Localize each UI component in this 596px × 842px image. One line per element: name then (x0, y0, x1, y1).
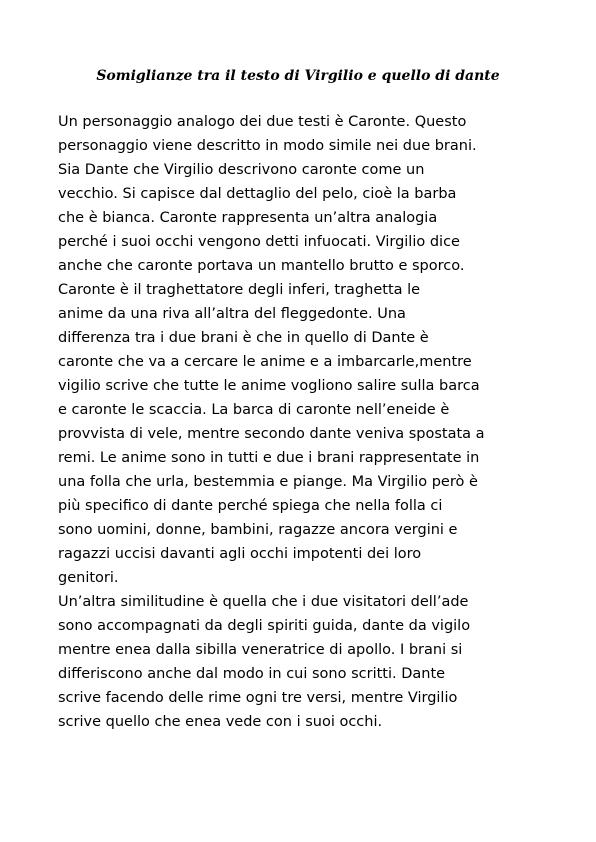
body-line: mentre enea dalla sibilla veneratrice di apollo. I brani si (58, 642, 463, 658)
body-line: remi. Le anime sono in tutti e due i brani rappresentate in (58, 450, 480, 466)
body-line: e caronte le scaccia. La barca di caronte nell’eneide è (58, 402, 450, 418)
body-line: vigilio scrive che tutte le anime vogliono salire sulla barca (58, 378, 480, 394)
body-line: Un’altra similitudine è quella che i due visitatori dell’ade (58, 594, 469, 610)
body-line: differiscono anche dal modo in cui sono scritti. Dante (58, 666, 446, 682)
body-line: più specifico di dante perché spiega che nella folla ci (58, 498, 443, 514)
body-line: che è bianca. Caronte rappresenta un’altra analogia (58, 210, 438, 226)
body-line: anime da una riva all’altra del fleggedonte. Una (58, 306, 406, 322)
body-line: caronte che va a cercare le anime e a imbarcarle,mentre (58, 354, 472, 370)
body-line: scrive quello che enea vede con i suoi occhi. (58, 714, 383, 730)
body-line: Caronte è il traghettatore degli inferi, traghetta le (58, 282, 421, 298)
body-line: una folla che urla, bestemmia e piange. Ma Virgilio però è (58, 474, 478, 490)
body-line: differenza tra i due brani è che in quello di Dante è (58, 330, 429, 346)
body-line: Un personaggio analogo dei due testi è Caronte. Questo (58, 114, 467, 130)
body-line: ragazzi uccisi davanti agli occhi impotenti dei loro (58, 546, 422, 562)
body-line: vecchio. Si capisce dal dettaglio del pelo, cioè la barba (58, 186, 457, 202)
document-body (58, 110, 548, 734)
body-line: scrive facendo delle rime ogni tre versi, mentre Virgilio (58, 690, 458, 706)
body-line: sono accompagnati da degli spiriti guida, dante da vigilo (58, 618, 471, 634)
body-line: provvista di vele, mentre secondo dante veniva spostata a (58, 426, 485, 442)
body-line: perché i suoi occhi vengono detti infuocati. Virgilio dice (58, 234, 460, 250)
body-line: sono uomini, donne, bambini, ragazze ancora vergini e (58, 522, 458, 538)
body-line: genitori. (58, 570, 119, 586)
body-line: personaggio viene descritto in modo simile nei due brani. (58, 138, 477, 154)
body-line: Sia Dante che Virgilio descrivono caronte come un (58, 162, 425, 178)
body-line: anche che caronte portava un mantello brutto e sporco. (58, 258, 465, 274)
document-title: Somiglianze tra il testo di Virgilio e quello di dante (96, 68, 500, 84)
